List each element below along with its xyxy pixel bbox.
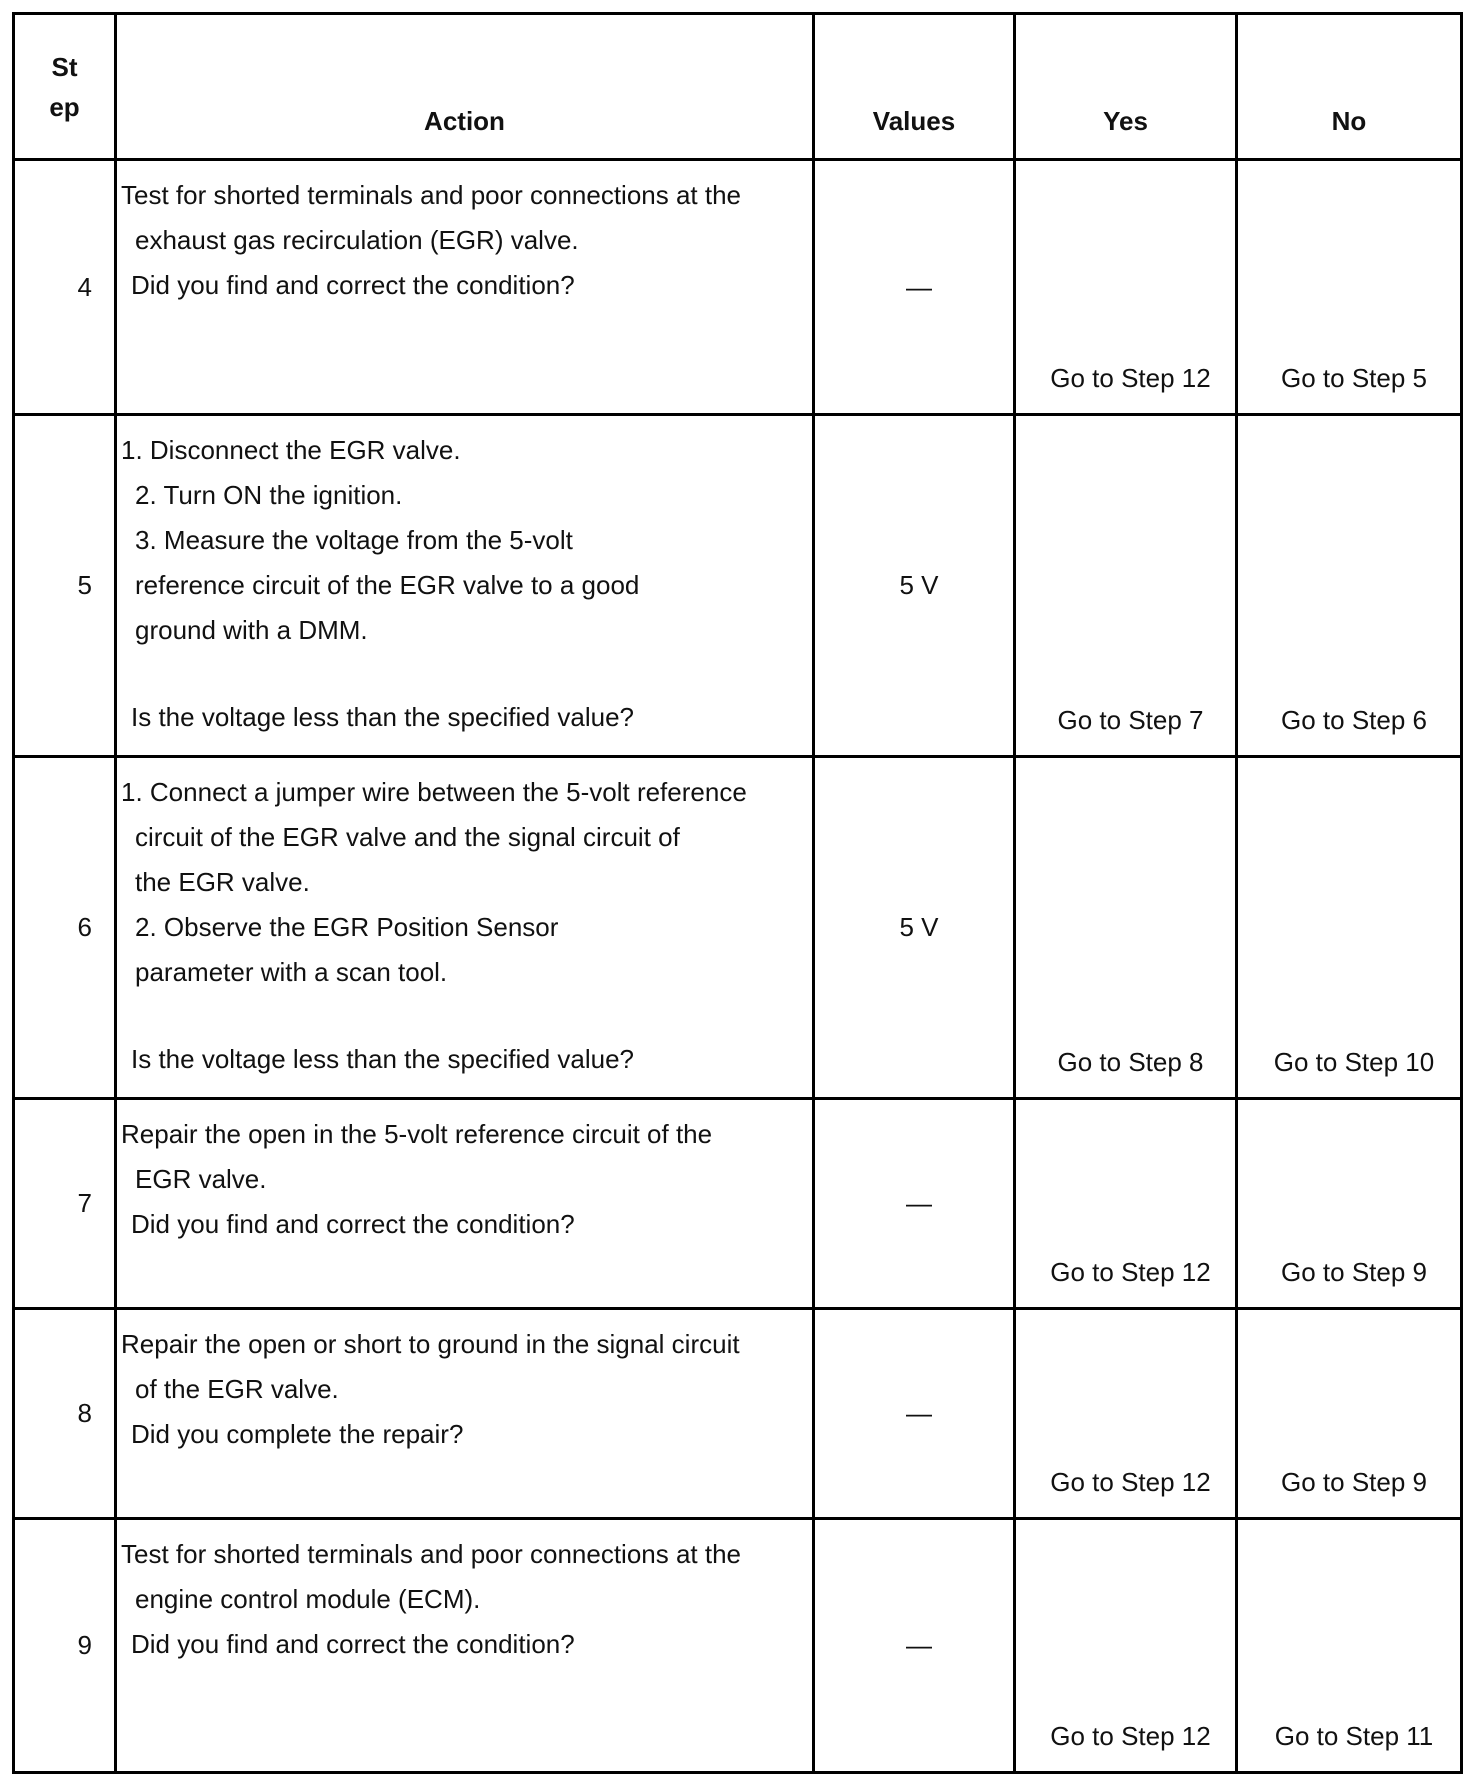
action-text [116, 160, 814, 415]
yes-link[interactable]: Go to Step 12 [1015, 1099, 1237, 1309]
table-row [14, 415, 1462, 757]
action-line: Did you find and correct the condition? [131, 1629, 575, 1659]
no-link[interactable]: Go to Step 6 [1237, 415, 1462, 757]
no-link[interactable]: Go to Step 5 [1237, 160, 1462, 415]
action-line: Is the voltage less than the specified value? [131, 702, 634, 732]
header-yes: Yes [1015, 14, 1237, 160]
no-link[interactable]: Go to Step 11 [1237, 1519, 1462, 1773]
action-line: Repair the open in the 5-volt reference circuit of the [121, 1119, 713, 1149]
header-step-line1: St [51, 51, 78, 82]
action-line: Did you find and correct the condition? [131, 1209, 575, 1239]
action-line: reference circuit of the EGR valve to a good [135, 570, 640, 600]
header-step [14, 14, 116, 160]
no-link[interactable]: Go to Step 10 [1237, 757, 1462, 1099]
action-line: EGR valve. [135, 1164, 267, 1194]
table-row [14, 757, 1462, 1099]
action-line: 1. Connect a jumper wire between the 5-volt reference [121, 777, 747, 807]
no-link[interactable]: Go to Step 9 [1237, 1099, 1462, 1309]
action-line: circuit of the EGR valve and the signal circuit of [135, 822, 680, 852]
step-number: 8 [14, 1309, 116, 1519]
table-row [14, 1099, 1462, 1309]
no-link[interactable]: Go to Step 9 [1237, 1309, 1462, 1519]
yes-link[interactable]: Go to Step 12 [1015, 160, 1237, 415]
header-action: Action [116, 14, 814, 160]
step-number: 6 [14, 757, 116, 1099]
action-line: Repair the open or short to ground in the signal circuit [121, 1329, 740, 1359]
action-line: parameter with a scan tool. [135, 957, 448, 987]
yes-link[interactable]: Go to Step 12 [1015, 1309, 1237, 1519]
diagnostic-table [12, 12, 1460, 1768]
step-number: 9 [14, 1519, 116, 1773]
value-cell: — [814, 1099, 1015, 1309]
step-number: 5 [14, 415, 116, 757]
action-text [116, 1519, 814, 1773]
action-line: 3. Measure the voltage from the 5-volt [135, 525, 573, 555]
step-number: 4 [14, 160, 116, 415]
action-text [116, 757, 814, 1099]
action-line: Did you complete the repair? [131, 1419, 464, 1449]
action-text [116, 1309, 814, 1519]
header-no: No [1237, 14, 1462, 160]
action-line: ground with a DMM. [135, 615, 368, 645]
table-row [14, 160, 1462, 415]
action-line: 1. Disconnect the EGR valve. [121, 435, 461, 465]
action-line: the EGR valve. [135, 867, 310, 897]
table-row [14, 1309, 1462, 1519]
header-step-line2: ep [49, 91, 80, 122]
table-row [14, 1519, 1462, 1773]
action-line: Test for shorted terminals and poor connections at the [121, 1539, 742, 1569]
yes-link[interactable]: Go to Step 12 [1015, 1519, 1237, 1773]
action-text [116, 1099, 814, 1309]
value-cell: 5 V [814, 757, 1015, 1099]
yes-link[interactable]: Go to Step 7 [1015, 415, 1237, 757]
action-line: exhaust gas recirculation (EGR) valve. [135, 225, 579, 255]
action-line: engine control module (ECM). [135, 1584, 481, 1614]
action-line: of the EGR valve. [135, 1374, 339, 1404]
step-number: 7 [14, 1099, 116, 1309]
action-line: Is the voltage less than the specified value? [131, 1044, 634, 1074]
yes-link[interactable]: Go to Step 8 [1015, 757, 1237, 1099]
action-line: Did you find and correct the condition? [131, 270, 575, 300]
header-row [14, 14, 1462, 160]
value-cell: 5 V [814, 415, 1015, 757]
value-cell: — [814, 1519, 1015, 1773]
value-cell: — [814, 1309, 1015, 1519]
action-line: 2. Observe the EGR Position Sensor [135, 912, 559, 942]
action-line: 2. Turn ON the ignition. [135, 480, 403, 510]
value-cell: — [814, 160, 1015, 415]
header-values: Values [814, 14, 1015, 160]
diagnostic-steps-table [12, 12, 1463, 1774]
action-line: Test for shorted terminals and poor connections at the [121, 180, 742, 210]
action-text [116, 415, 814, 757]
